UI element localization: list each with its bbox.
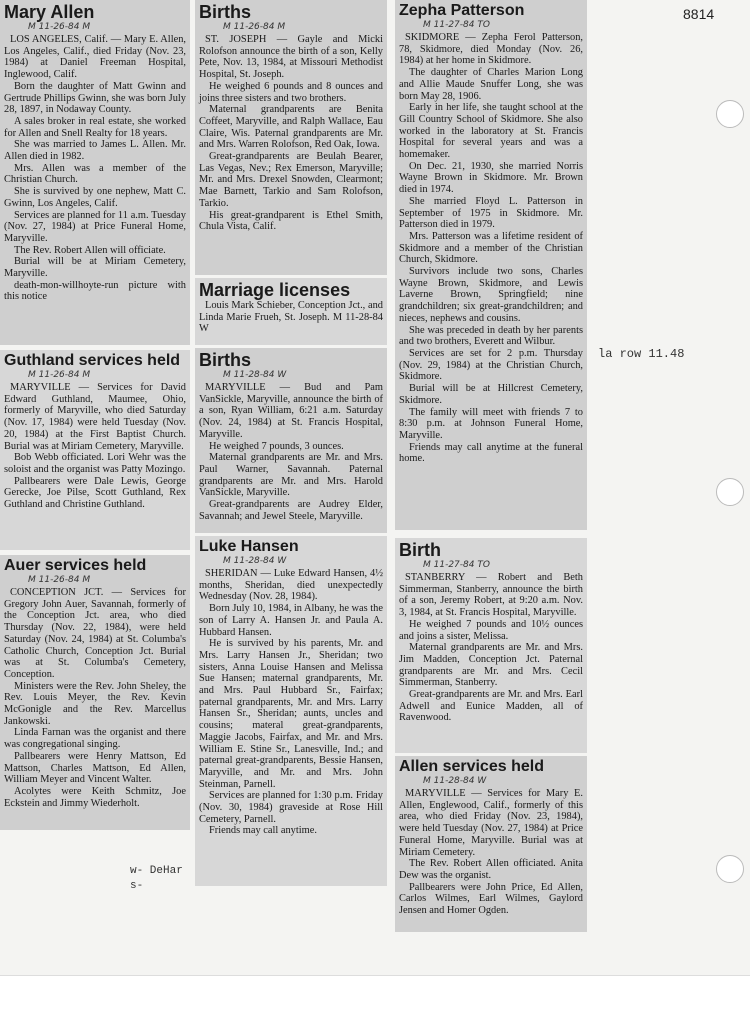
- paragraph: Maternal grandparents are Mr. and Mrs. Paul Warner, Savannah. Paternal grandparents are Mr. and Mrs. Harold VanSickle, Maryville.: [199, 452, 383, 499]
- paragraph: His great-grandparent is Ethel Smith, Chula Vista, Calif.: [199, 209, 383, 233]
- clipping-births-rolofson: [195, 0, 387, 275]
- page-number: 8814: [683, 6, 715, 22]
- clipping-luke-hansen: [195, 536, 387, 886]
- paragraph: He weighed 6 pounds and 8 ounces and joins three sisters and two brothers.: [199, 80, 383, 104]
- paragraph: Services are planned for 1:30 p.m. Friday (Nov. 30, 1984) graveside at Rose Hill Cemetery, Parnell.: [199, 790, 383, 825]
- paragraph: SHERIDAN — Luke Edward Hansen, 4½ months, Sheridan, died unexpectedly Wednesday (Nov. 28, 1984).: [199, 568, 383, 603]
- clipping-auer: [0, 555, 190, 830]
- paragraph: She was preceded in death by her parents and two brothers, Everett and Wilbur.: [399, 324, 583, 348]
- punch-hole-top: [716, 100, 744, 128]
- paragraph: Louis Mark Schieber, Conception Jct., and Linda Marie Frueh, St. Joseph. M 11-28-84 W: [199, 300, 383, 335]
- clipping-heading: Birth: [399, 540, 441, 560]
- paragraph: Great-grandparents are Mr. and Mrs. Earl Adwell and Eunice Madden, all of Ravenwood.: [399, 689, 583, 724]
- clipping-heading: Births: [199, 350, 252, 370]
- paragraph: On Dec. 21, 1930, she married Norris Wayne Brown in Skidmore. Mr. Brown died in 1974.: [399, 160, 583, 196]
- page-bottom-margin: [0, 975, 750, 1034]
- paragraph: Pallbearers were Henry Mattson, Ed Mattson, Charles Mattson, Ed Allen, William Meyer and Vincent Walter.: [4, 750, 186, 786]
- paragraph: Services are set for 2 p.m. Thursday (Nov. 29, 1984) at the Christian Church, Skidmore.: [399, 347, 583, 383]
- clipping-heading: Auer services held: [4, 557, 147, 574]
- paragraph: Pallbearers were John Price, Ed Allen, Carlos Wilmes, Earl Wilmes, Gaylord Jensen and Homer Ogden.: [399, 881, 583, 917]
- handwritten-date: M 11-26-84 M: [28, 370, 91, 380]
- paragraph: Great-grandparents are Beulah Bearer, Las Vegas, Nev.; Rex Emerson, Maryville; Mr. and Mrs. Drexel Snowden, Clearmont; Mae Barnett, Tarkio and Sam Rolofson, Tarkio.: [199, 151, 383, 209]
- clipping-allen-services: [395, 756, 587, 932]
- paragraph: Bob Webb officiated. Lori Wehr was the soloist and the organist was Patty Mozingo.: [4, 452, 186, 475]
- clipping-heading: Births: [199, 2, 252, 22]
- clipping-guthland: [0, 350, 190, 550]
- paragraph: LOS ANGELES, Calif. — Mary E. Allen, Los Angeles, Calif., died Friday (Nov. 23, 1984) at Daniel Freeman Hospital, Inglewood, Calif.: [4, 34, 186, 81]
- paragraph: The family will meet with friends 7 to 8:30 p.m. at Johnson Funeral Home, Maryville.: [399, 406, 583, 441]
- paragraph: Friends may call anytime at the funeral home.: [399, 441, 583, 465]
- punch-hole-bottom: [716, 855, 744, 883]
- clipping-heading: Luke Hansen: [199, 538, 299, 555]
- clipping-heading: Guthland services held: [4, 352, 181, 369]
- handwritten-date: M 11-26-84 M: [28, 22, 91, 32]
- clipping-zepha-patterson: [395, 0, 587, 530]
- paragraph: He is survived by his parents, Mr. and Mrs. Larry Hansen Jr., Sheridan; two sisters, Anna Louise Hansen and Melissa Sue Hansen; maternal grandparents, Mr. and Mrs. Paul Hubbard Sr., Fairfax; paternal grandparents, Mr. and Mrs. Larry Hansen Sr., Sheridan; aunts, uncles and cousins; materal great-grandparents, Maggie Jacobs, Fairfax, and Mr. and Mrs. William E. Stine Sr., Lanesville, Ind.; and paternal great-grandparents, Bessie Hansen, Maryville, and Mr. and Mrs. John Steinman, Parnell.: [199, 638, 383, 790]
- clipping-births-vansickle: [195, 348, 387, 533]
- margin-note-bottom-2: s-: [130, 880, 144, 892]
- handwritten-date: M 11-27-84 TO: [423, 20, 490, 30]
- clipping-heading: Mary Allen: [4, 2, 95, 22]
- paragraph: Burial will be at Hillcrest Cemetery, Skidmore.: [399, 383, 583, 406]
- clipping-birth-simmerman: [395, 538, 587, 753]
- handwritten-date: M 11-26-84 M: [28, 575, 91, 585]
- clipping-heading: Zepha Patterson: [399, 2, 525, 19]
- paragraph: SKIDMORE — Zepha Ferol Patterson, 78, Skidmore, died Monday (Nov. 26, 1984) at her home in Skidmore.: [399, 32, 583, 67]
- margin-note-row: la row 11.48: [598, 347, 685, 361]
- handwritten-date: M 11-28-84 W: [223, 370, 287, 380]
- clipping-marriage-licenses: [195, 278, 387, 345]
- paragraph: The Rev. Robert Allen officiated. Anita Dew was the organist.: [399, 858, 583, 881]
- paragraph: Acolytes were Keith Schmitz, Joe Eckstein and Jimmy Wiederholt.: [4, 785, 186, 809]
- paragraph: The Rev. Robert Allen will officiate.: [14, 244, 166, 256]
- paragraph: She married Floyd L. Patterson in September of 1975 in Skidmore. Mr. Patterson died in 1979.: [399, 195, 583, 231]
- handwritten-date: M 11-28-84 W: [423, 776, 487, 786]
- paragraph: STANBERRY — Robert and Beth Simmerman, Stanberry, announce the birth of a son, Jeremy Robert, at 9:20 a.m. Nov. 3, 1984, at St. Francis Hospital, Maryville.: [399, 572, 583, 619]
- paragraph: MARYVILLE — Services for Mary E. Allen, Englewood, Calif., formerly of this area, who died Friday (Nov. 23, 1984), were held Tuesday (Nov. 27, 1984) at Price Funeral Home, Maryville. Burial was at Miriam Cemetery.: [399, 788, 583, 858]
- paragraph: CONCEPTION JCT. — Services for Gregory John Auer, Savannah, formerly of the Conception Jct. area, who died Thursday (Nov. 22, 1984), were held Saturday (Nov. 24, 1984) at St. Columba's Catholic Church, Conception Jct. Burial was at St. Columba's Cemetery, Conception.: [4, 587, 186, 680]
- paragraph: Friends may call anytime.: [209, 825, 317, 837]
- handwritten-date: M 11-27-84 TO: [423, 560, 490, 570]
- paragraph: A sales broker in real estate, she worked for Allen and Snell Realty for 18 years.: [4, 115, 186, 139]
- paragraph: Mrs. Patterson was a lifetime resident of Skidmore and a member of the Christian Church, Skidmore.: [399, 230, 583, 266]
- paragraph: Pallbearers were Dale Lewis, George Gerecke, Joe Pilse, Scott Guthland, Rex Guthland and Christine Guthland.: [4, 475, 186, 511]
- paragraph: Burial will be at Miriam Cemetery, Maryville.: [4, 256, 186, 280]
- handwritten-note: death-mon-willhoyte-run picture with this notice: [4, 279, 186, 303]
- handwritten-date: M 11-26-84 M: [223, 22, 286, 32]
- paragraph: Survivors include two sons, Charles Wayne Brown, Skidmore, and Lewis Laverne Brown, Springfield; nine grandchildren; six great-grandchildren; and nieces, nephews and cousins.: [399, 266, 583, 324]
- paragraph: Services are planned for 11 a.m. Tuesday (Nov. 27, 1984) at Price Funeral Home, Maryville.: [4, 209, 186, 244]
- paragraph: He weighed 7 pounds and 10½ ounces and joins a sister, Melissa.: [399, 618, 583, 642]
- margin-note-bottom-1: w- DeHar: [130, 865, 183, 877]
- paragraph: Born the daughter of Matt Gwinn and Gertrude Phillips Gwinn, she was born July 28, 1897, in Nodaway County.: [4, 80, 186, 116]
- paragraph: Maternal grandparents are Benita Coffeet, Maryville, and Ralph Wallace, Eau Claire, Wis. Paternal grandparents are Mr. and Mrs. Warren Rolofson, Red Oak, Iowa.: [199, 104, 383, 151]
- paragraph: Ministers were the Rev. John Sheley, the Rev. Louis Meyer, the Rev. Kevin McGonigle and the Rev. Marcellus Jankowski.: [4, 680, 186, 727]
- clipping-heading: Allen services held: [399, 758, 544, 775]
- paragraph: Born July 10, 1984, in Albany, he was the son of Larry A. Hansen Jr. and Paula A. Hubbard Hansen.: [199, 603, 383, 638]
- paragraph: She was married to James L. Allen. Mr. Allen died in 1982.: [4, 139, 186, 163]
- clipping-mary-allen: [0, 0, 190, 345]
- clipping-heading: Marriage licenses: [199, 280, 351, 300]
- paragraph: Mrs. Allen was a member of the Christian Church.: [4, 162, 186, 186]
- paragraph: Linda Farnan was the organist and there was congregational singing.: [4, 727, 186, 751]
- paragraph: Maternal grandparents are Mr. and Mrs. Jim Madden, Conception Jct. Paternal grandparents are Mr. and Mrs. Cecil Simmerman, Stanberry.: [399, 642, 583, 689]
- paragraph: MARYVILLE — Services for David Edward Guthland, Maumee, Ohio, formerly of Maryville, who died Saturday (Nov. 17, 1984) were held Tuesday (Nov. 20, 1984) at the First Baptist Church. Burial was at Miriam Cemetery, Maryville.: [4, 382, 186, 452]
- paragraph: ST. JOSEPH — Gayle and Micki Rolofson announce the birth of a son, Kelly Pete, Nov. 13, 1984, at Missouri Methodist Hospital, St. Joseph.: [199, 34, 383, 81]
- paragraph: Early in her life, she taught school at the Gill Country School of Skidmore. She also worked in the laboratory at St. Francis Hospital for several years and was a homemaker.: [399, 102, 583, 161]
- paragraph: She is survived by one nephew, Matt C. Gwinn, Los Angeles, Calif.: [4, 186, 186, 209]
- paragraph: MARYVILLE — Bud and Pam VanSickle, Maryville, announce the birth of a son, Ryan William, 6:21 a.m. Saturday (Nov. 24, 1984) at St. Francis Hospital, Maryville.: [199, 382, 383, 440]
- paragraph: He weighed 7 pounds, 3 ounces.: [209, 440, 344, 452]
- paragraph: The daughter of Charles Marion Long and Allie Maude Snuffer Long, she was born May 28, 1906.: [399, 67, 583, 102]
- punch-hole-middle: [716, 478, 744, 506]
- paragraph: Great-grandparents are Audrey Elder, Savannah; and Jewel Steele, Maryville.: [199, 499, 383, 522]
- handwritten-date: M 11-28-84 W: [223, 556, 287, 566]
